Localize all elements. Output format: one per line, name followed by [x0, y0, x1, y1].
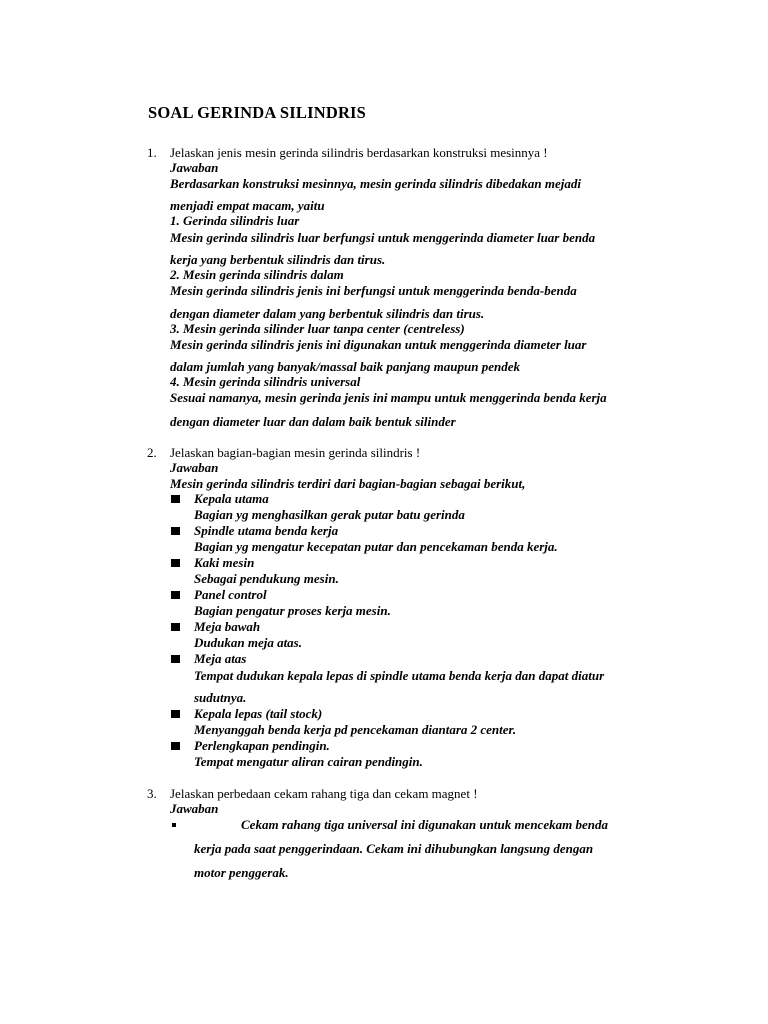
- q2-item-name: Spindle utama benda kerja: [194, 523, 339, 538]
- q1-answer-line: menjadi empat macam, yaitu: [170, 198, 325, 213]
- q1-answer-line: Mesin gerinda silindris jenis ini berfungsi untuk menggerinda benda-benda: [170, 283, 577, 298]
- q2-item-desc: Menyanggah benda kerja pd pencekaman diantara 2 center.: [194, 722, 517, 737]
- q2-item-name: Panel control: [194, 587, 267, 602]
- q1-number: 1.: [147, 145, 157, 160]
- q3-answer-line: motor penggerak.: [194, 865, 289, 880]
- q1-answer-line: 2. Mesin gerinda silindris dalam: [170, 267, 344, 282]
- q2-item-name: Kepala lepas (tail stock): [194, 706, 323, 721]
- q1-answer-line: 1. Gerinda silindris luar: [170, 213, 300, 228]
- q2-item-desc: Bagian yg mengatur kecepatan putar dan pencekaman benda kerja.: [194, 539, 558, 554]
- q1-answer-line: dalam jumlah yang banyak/massal baik panjang maupun pendek: [170, 359, 520, 374]
- square-bullet-icon: [171, 527, 180, 535]
- q2-item-desc: sudutnya.: [194, 690, 247, 705]
- q3-question: Jelaskan perbedaan cekam rahang tiga dan cekam magnet !: [170, 786, 478, 801]
- square-bullet-icon: [171, 495, 180, 503]
- q1-answer-line: Sesuai namanya, mesin gerinda jenis ini mampu untuk menggerinda benda kerja: [170, 390, 607, 405]
- q2-item-desc: Tempat dudukan kepala lepas di spindle utama benda kerja dan dapat diatur: [194, 668, 605, 683]
- q2-question: Jelaskan bagian-bagian mesin gerinda silindris !: [170, 445, 421, 460]
- q1-answer-line: dengan diameter dalam yang berbentuk silindris dan tirus.: [170, 306, 485, 321]
- q2-item-name: Kepala utama: [194, 491, 269, 506]
- q3-answer-line: kerja pada saat penggerindaan. Cekam ini dihubungkan langsung dengan: [194, 841, 594, 856]
- square-bullet-icon: [172, 823, 176, 827]
- q2-number: 2.: [147, 445, 157, 460]
- q1-question: Jelaskan jenis mesin gerinda silindris berdasarkan konstruksi mesinnya !: [170, 145, 548, 160]
- q2-item-name: Perlengkapan pendingin.: [194, 738, 330, 753]
- document-title: SOAL GERINDA SILINDRIS: [148, 103, 367, 122]
- q2-item-desc: Sebagai pendukung mesin.: [194, 571, 339, 586]
- square-bullet-icon: [171, 591, 180, 599]
- q1-answer-line: kerja yang berbentuk silindris dan tirus.: [170, 252, 386, 267]
- q2-item-name: Kaki mesin: [194, 555, 255, 570]
- q1-answer-line: 4. Mesin gerinda silindris universal: [170, 374, 361, 389]
- q2-item-desc: Bagian yg menghasilkan gerak putar batu gerinda: [194, 507, 465, 522]
- q2-item-desc: Tempat mengatur aliran cairan pendingin.: [194, 754, 423, 769]
- square-bullet-icon: [171, 710, 180, 718]
- q1-jawaban-label: Jawaban: [170, 160, 219, 175]
- q3-number: 3.: [147, 786, 157, 801]
- q3-answer-line: Cekam rahang tiga universal ini digunakan untuk mencekam benda: [241, 817, 608, 832]
- q1-answer-line: Mesin gerinda silindris jenis ini digunakan untuk menggerinda diameter luar: [170, 337, 587, 352]
- q1-answer-line: Berdasarkan konstruksi mesinnya, mesin gerinda silindris dibedakan mejadi: [170, 176, 582, 191]
- square-bullet-icon: [171, 623, 180, 631]
- q1-answer-line: 3. Mesin gerinda silinder luar tanpa center (centreless): [170, 321, 465, 336]
- square-bullet-icon: [171, 559, 180, 567]
- square-bullet-icon: [171, 655, 180, 663]
- q2-item-name: Meja atas: [194, 651, 247, 666]
- q2-item-desc: Dudukan meja atas.: [194, 635, 302, 650]
- square-bullet-icon: [171, 742, 180, 750]
- q2-item-desc: Bagian pengatur proses kerja mesin.: [194, 603, 391, 618]
- q1-answer-line: dengan diameter luar dan dalam baik bentuk silinder: [170, 414, 456, 429]
- q3-jawaban-label: Jawaban: [170, 801, 219, 816]
- q2-intro: Mesin gerinda silindris terdiri dari bagian-bagian sebagai berikut,: [170, 476, 526, 491]
- q1-answer-line: Mesin gerinda silindris luar berfungsi untuk menggerinda diameter luar benda: [170, 230, 596, 245]
- q2-item-name: Meja bawah: [194, 619, 261, 634]
- q2-jawaban-label: Jawaban: [170, 460, 219, 475]
